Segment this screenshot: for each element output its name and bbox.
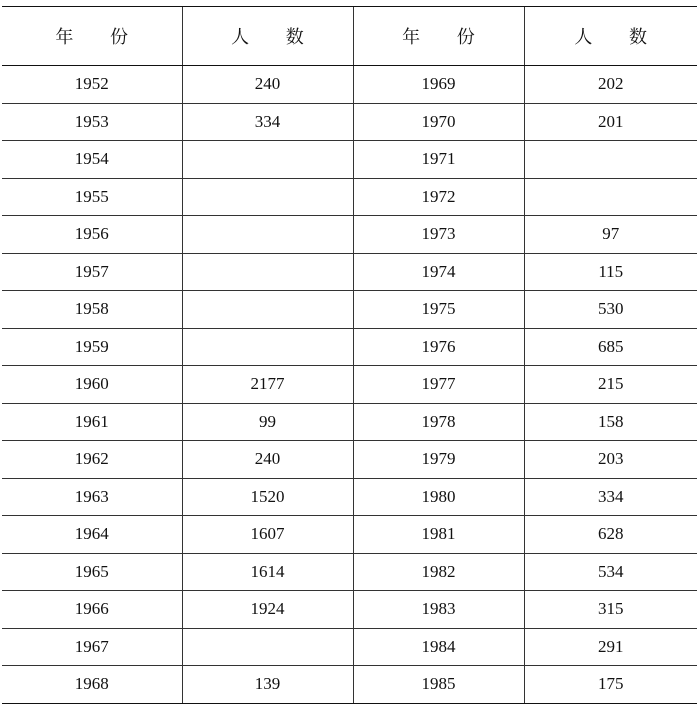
table-row — [2, 291, 697, 329]
table-row — [2, 366, 697, 404]
cell-year-left: 1959 — [2, 328, 182, 366]
cell-count-left: 1924 — [182, 591, 353, 629]
cell-year-left: 1958 — [2, 291, 182, 329]
cell-year-right: 1981 — [353, 516, 524, 554]
cell-count-left — [182, 628, 353, 666]
cell-year-left: 1952 — [2, 66, 182, 104]
cell-year-right: 1984 — [353, 628, 524, 666]
cell-count-left: 240 — [182, 441, 353, 479]
cell-count-right: 175 — [524, 666, 697, 704]
cell-year-right: 1973 — [353, 216, 524, 254]
cell-count-left — [182, 328, 353, 366]
cell-year-left: 1954 — [2, 141, 182, 179]
cell-year-left: 1962 — [2, 441, 182, 479]
cell-count-left — [182, 291, 353, 329]
cell-count-left: 2177 — [182, 366, 353, 404]
table-row — [2, 178, 697, 216]
cell-count-right: 685 — [524, 328, 697, 366]
table-row — [2, 478, 697, 516]
cell-count-right: 534 — [524, 553, 697, 591]
cell-count-left: 240 — [182, 66, 353, 104]
header-year-left: 年 份 — [2, 7, 182, 66]
cell-year-right: 1976 — [353, 328, 524, 366]
cell-year-right: 1971 — [353, 141, 524, 179]
cell-year-left: 1960 — [2, 366, 182, 404]
table-row — [2, 591, 697, 629]
cell-count-right: 158 — [524, 403, 697, 441]
cell-year-left: 1967 — [2, 628, 182, 666]
cell-count-left: 1607 — [182, 516, 353, 554]
cell-count-left: 99 — [182, 403, 353, 441]
cell-year-right: 1985 — [353, 666, 524, 704]
cell-count-left: 1614 — [182, 553, 353, 591]
header-year-right: 年 份 — [353, 7, 524, 66]
cell-count-right — [524, 178, 697, 216]
table-row — [2, 103, 697, 141]
header-count-right: 人 数 — [524, 7, 697, 66]
cell-count-right: 215 — [524, 366, 697, 404]
cell-year-right: 1969 — [353, 66, 524, 104]
cell-year-left: 1963 — [2, 478, 182, 516]
cell-count-right: 291 — [524, 628, 697, 666]
cell-count-left: 1520 — [182, 478, 353, 516]
data-table — [2, 6, 697, 704]
cell-year-left: 1961 — [2, 403, 182, 441]
cell-year-left: 1964 — [2, 516, 182, 554]
cell-count-right: 97 — [524, 216, 697, 254]
cell-count-right: 315 — [524, 591, 697, 629]
table-row — [2, 516, 697, 554]
cell-count-right: 201 — [524, 103, 697, 141]
table-row — [2, 253, 697, 291]
cell-year-left: 1955 — [2, 178, 182, 216]
cell-count-right: 530 — [524, 291, 697, 329]
cell-year-left: 1956 — [2, 216, 182, 254]
table-row — [2, 66, 697, 104]
cell-count-right: 334 — [524, 478, 697, 516]
cell-count-left — [182, 253, 353, 291]
cell-year-right: 1974 — [353, 253, 524, 291]
cell-year-right: 1970 — [353, 103, 524, 141]
cell-count-left — [182, 141, 353, 179]
cell-year-right: 1978 — [353, 403, 524, 441]
table-row — [2, 403, 697, 441]
cell-year-right: 1982 — [353, 553, 524, 591]
cell-count-right — [524, 141, 697, 179]
table-row — [2, 328, 697, 366]
cell-count-right: 115 — [524, 253, 697, 291]
cell-year-left: 1957 — [2, 253, 182, 291]
header-count-left: 人 数 — [182, 7, 353, 66]
table-row — [2, 141, 697, 179]
cell-count-right: 628 — [524, 516, 697, 554]
header-row — [2, 7, 697, 66]
cell-count-left: 334 — [182, 103, 353, 141]
table-row — [2, 216, 697, 254]
table-row — [2, 666, 697, 704]
table-row — [2, 628, 697, 666]
table-row — [2, 553, 697, 591]
cell-count-right: 202 — [524, 66, 697, 104]
cell-year-left: 1966 — [2, 591, 182, 629]
table-row — [2, 441, 697, 479]
cell-year-left: 1965 — [2, 553, 182, 591]
cell-count-left: 139 — [182, 666, 353, 704]
cell-year-right: 1980 — [353, 478, 524, 516]
table-body — [2, 66, 697, 704]
cell-year-right: 1983 — [353, 591, 524, 629]
cell-count-left — [182, 178, 353, 216]
cell-year-right: 1979 — [353, 441, 524, 479]
cell-year-right: 1977 — [353, 366, 524, 404]
cell-count-left — [182, 216, 353, 254]
cell-year-left: 1968 — [2, 666, 182, 704]
cell-year-right: 1972 — [353, 178, 524, 216]
cell-count-right: 203 — [524, 441, 697, 479]
cell-year-left: 1953 — [2, 103, 182, 141]
cell-year-right: 1975 — [353, 291, 524, 329]
